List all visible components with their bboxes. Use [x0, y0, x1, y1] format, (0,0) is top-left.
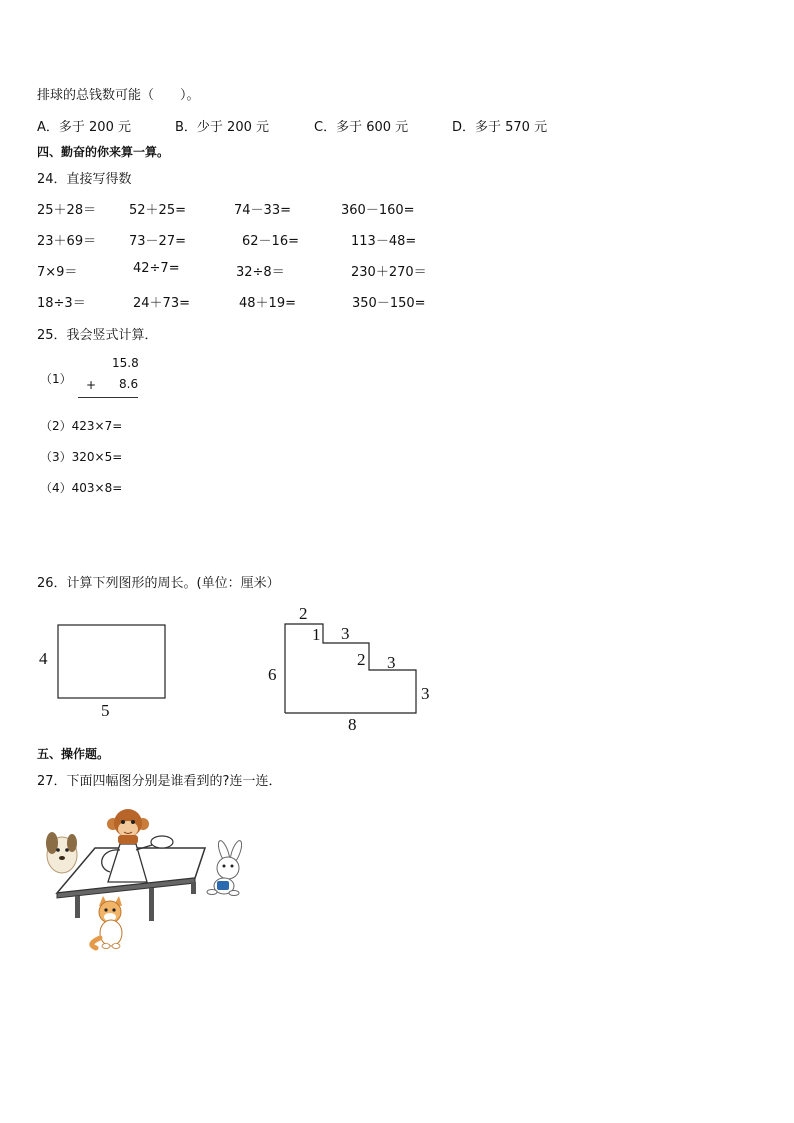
cat-illustration — [92, 896, 122, 949]
q24-r4c2: 24＋73= — [133, 296, 190, 311]
q24-r3c3: 32÷8＝ — [236, 265, 285, 280]
q24-r1c3: 74－33= — [234, 203, 291, 218]
stair-step2-v-label: 2 — [357, 650, 366, 669]
q26-title: 26．计算下列图形的周长。(单位：厘米） — [37, 576, 280, 591]
stair-step1-v-label: 1 — [312, 625, 321, 644]
rect-bottom-label: 5 — [101, 701, 110, 720]
option-d: D．多于 570 元 — [452, 120, 548, 135]
stair-right-label: 3 — [421, 684, 430, 703]
section-5-title: 五、操作题。 — [37, 747, 110, 761]
q25-part1-top-number: 15.8 — [112, 356, 139, 370]
question-stem: 排球的总钱数可能（ ）。 — [37, 88, 200, 103]
q24-r2c2: 73－27= — [129, 234, 186, 249]
q24-r4c4: 350－150= — [352, 296, 426, 311]
stair-left-label: 6 — [268, 665, 277, 684]
q24-r3c1: 7×9＝ — [37, 265, 78, 280]
q24-r2c4: 113－48= — [351, 234, 417, 249]
q25-part3: （3）320×5= — [40, 450, 123, 464]
section-4-title: 四、勤奋的你来算一算。 — [37, 145, 170, 159]
q24-title: 24．直接写得数 — [37, 172, 132, 187]
dog-illustration — [46, 832, 77, 873]
q24-r2c3: 62－16= — [242, 234, 299, 249]
q24-r4c3: 48＋19= — [239, 296, 296, 311]
q25-part1-plus-sign: + — [86, 378, 97, 392]
q24-r4c1: 18÷3＝ — [37, 296, 86, 311]
q25-part1-label: （1） — [40, 372, 72, 386]
q24-r1c4: 360－160= — [341, 203, 415, 218]
rabbit-illustration — [207, 839, 244, 895]
stair-bottom-label: 8 — [348, 715, 357, 734]
q27-title: 27．下面四幅图分别是谁看到的?连一连． — [37, 774, 282, 789]
option-c: C．多于 600 元 — [314, 120, 409, 135]
stair-step1-h-label: 3 — [341, 624, 350, 643]
q24-r3c4: 230＋270＝ — [351, 265, 427, 280]
option-a: A．多于 200 元 — [37, 120, 131, 135]
q25-part2: （2）423×7= — [40, 419, 123, 433]
monkey-illustration — [107, 809, 149, 844]
q25-title: 25．我会竖式计算． — [37, 328, 158, 343]
q25-part4: （4）403×8= — [40, 481, 123, 495]
q25-part1-bottom-number: 8.6 — [119, 377, 139, 391]
option-b: B．少于 200 元 — [175, 120, 269, 135]
q24-r1c2: 52＋25= — [129, 203, 186, 218]
q24-r3c2: 42÷7= — [133, 261, 180, 276]
stair-step2-h-label: 3 — [387, 653, 396, 672]
q24-r2c1: 23＋69＝ — [37, 234, 97, 249]
stair-top-label: 2 — [299, 604, 308, 623]
q24-r1c1: 25＋28＝ — [37, 203, 97, 218]
rect-side-label: 4 — [39, 649, 48, 668]
